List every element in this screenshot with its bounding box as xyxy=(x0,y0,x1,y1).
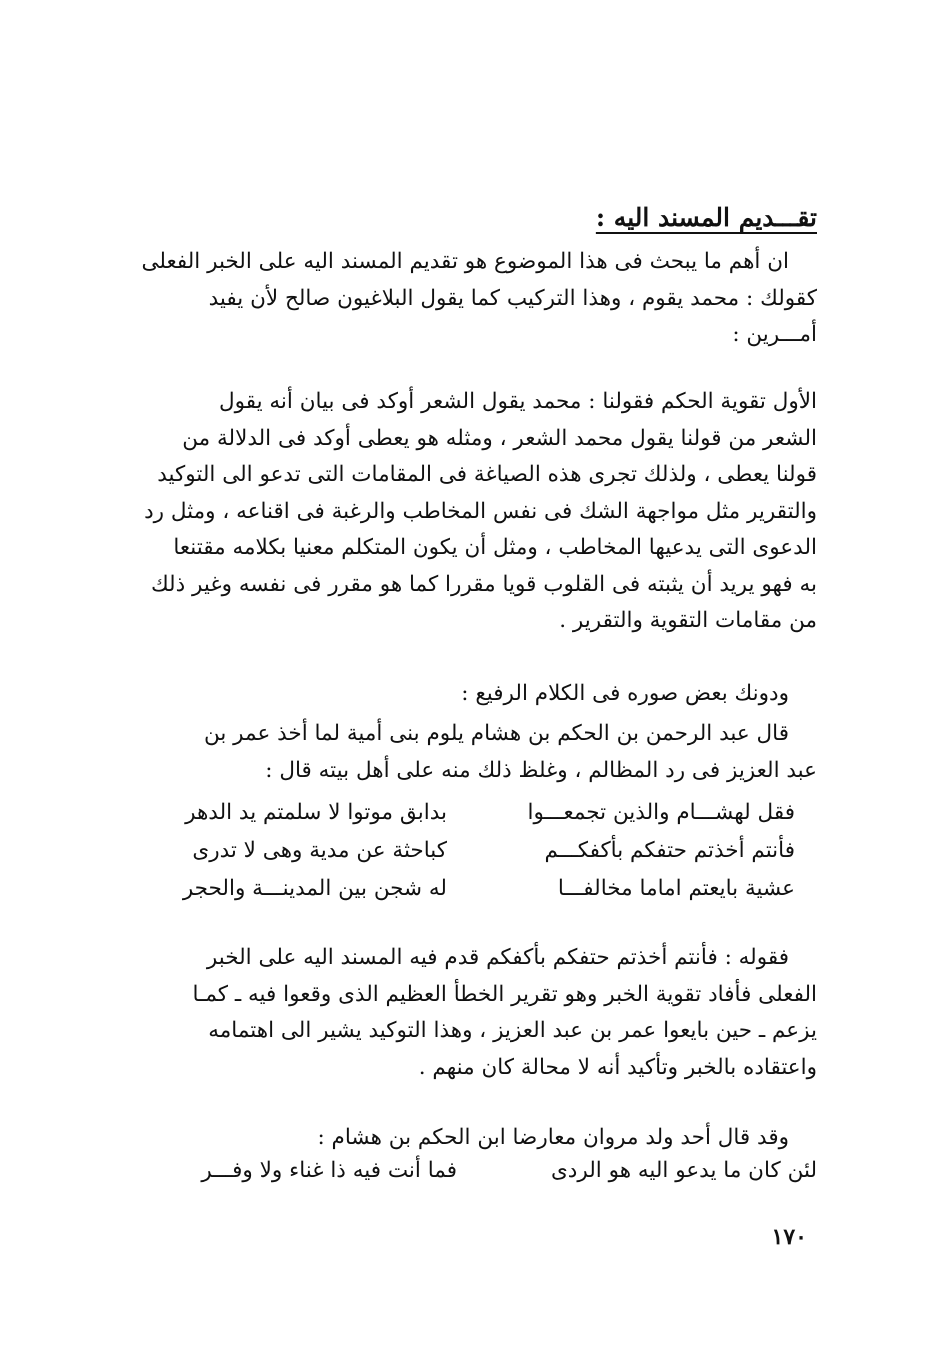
text-line: أمـــرين : xyxy=(732,322,817,347)
verse-second-hemistich: كباحثة عن مدية وهى لا تدرى xyxy=(192,838,447,863)
text-line: من مقامات التقوية والتقرير . xyxy=(559,608,817,633)
text-line: قال عبد الرحمن بن الحكم بن هشام يلوم بنى أمية لما أخذ عمر بن xyxy=(203,721,789,746)
paragraph-quote-context xyxy=(127,716,817,789)
verse-first-hemistich: لئن كان ما يدعو اليه هو الردى xyxy=(550,1158,817,1183)
text-line: وقد قال أحد ولد مروان معارضا ابن الحكم بن هشام : xyxy=(317,1125,789,1150)
text-line: قولنا يعطى ، ولذلك تجرى هذه الصياغة فى المقامات التى تدعو الى التوكيد xyxy=(157,462,817,487)
verse-first-hemistich: فقل لهشـــام والذين تجمعـــوا xyxy=(527,800,795,825)
page-number: ١٧٠ xyxy=(771,1224,807,1250)
paragraph-analysis xyxy=(127,940,817,1086)
text-line: واعتقاده بالخبر وتأكيد أنه لا محالة كان منهم . xyxy=(418,1054,817,1080)
text-line: يزعم ـ حين بايعوا عمر بن عبد العزيز ، وهذا التوكيد يشير الى اهتمامه xyxy=(208,1018,817,1043)
text-line: به فهو يريد أن يثبته فى القلوب قويا مقررا كما هو مقرر فى نفسه وغير ذلك xyxy=(150,571,817,597)
text-line: الفعلى فأفاد تقوية الخبر وهو تقرير الخطأ العظيم الذى وقعوا فيه ـ كمـا xyxy=(192,981,817,1007)
paragraph-response-intro xyxy=(127,1120,817,1157)
verse-first-hemistich: فأنتم أخذتم حتفكم بأكفكـــم xyxy=(544,838,795,863)
text-line: ودونك بعض صوره فى الكلام الرفيع : xyxy=(461,681,789,706)
verse-second-hemistich: فما أنت فيه ذا غناء ولا وفـــر xyxy=(201,1158,457,1183)
text-line: والتقرير مثل مواجهة الشك فى نفس المخاطب والرغبة فى اقناعه ، ومثل رد xyxy=(144,498,817,524)
section-heading: تقـــديم المسند اليه : xyxy=(595,203,817,232)
paragraph-first-purpose xyxy=(127,384,817,640)
verse-second-hemistich: له شجن بين المدينـــة والحجر xyxy=(182,876,447,901)
text-line: كقولك : محمد يقوم ، وهذا التركيب كما يقول البلاغيون صالح لأن يفيد xyxy=(208,285,817,311)
poem-verse xyxy=(127,800,817,834)
text-line: الشعر من قولنا يقول محمد الشعر ، ومثله هو يعطى أوكد فى الدلالة من xyxy=(182,425,817,451)
poem-verse xyxy=(127,1158,817,1192)
text-line: الأول تقوية الحكم فقولنا : محمد يقول الشعر أوكد فى بيان أنه يقول xyxy=(218,389,817,414)
text-line: عبد العزيز فى رد المظالم ، وغلظ ذلك منه على أهل بيته قال : xyxy=(265,757,817,783)
text-line: ان أهم ما يبحث فى هذا الموضوع هو تقديم المسند اليه على الخبر الفعلى xyxy=(141,249,789,274)
poem-verse xyxy=(127,838,817,872)
poem-verse xyxy=(127,876,817,910)
text-line: فقوله : فأنتم أخذتم حتفكم بأكفكم قدم فيه المسند اليه على الخبر xyxy=(206,945,789,970)
text-line: الدعوى التى يدعيها المخاطب ، ومثل أن يكون المتكلم معنيا بكلامه مقتنعا xyxy=(173,535,817,560)
verse-second-hemistich: بدابق موتوا لا سلمتم يد الدهر xyxy=(185,800,447,825)
paragraph-intro xyxy=(127,244,817,354)
paragraph-examples-intro xyxy=(127,676,817,713)
verse-first-hemistich: عشية بايعتم اماما مخالفـــا xyxy=(557,876,795,901)
